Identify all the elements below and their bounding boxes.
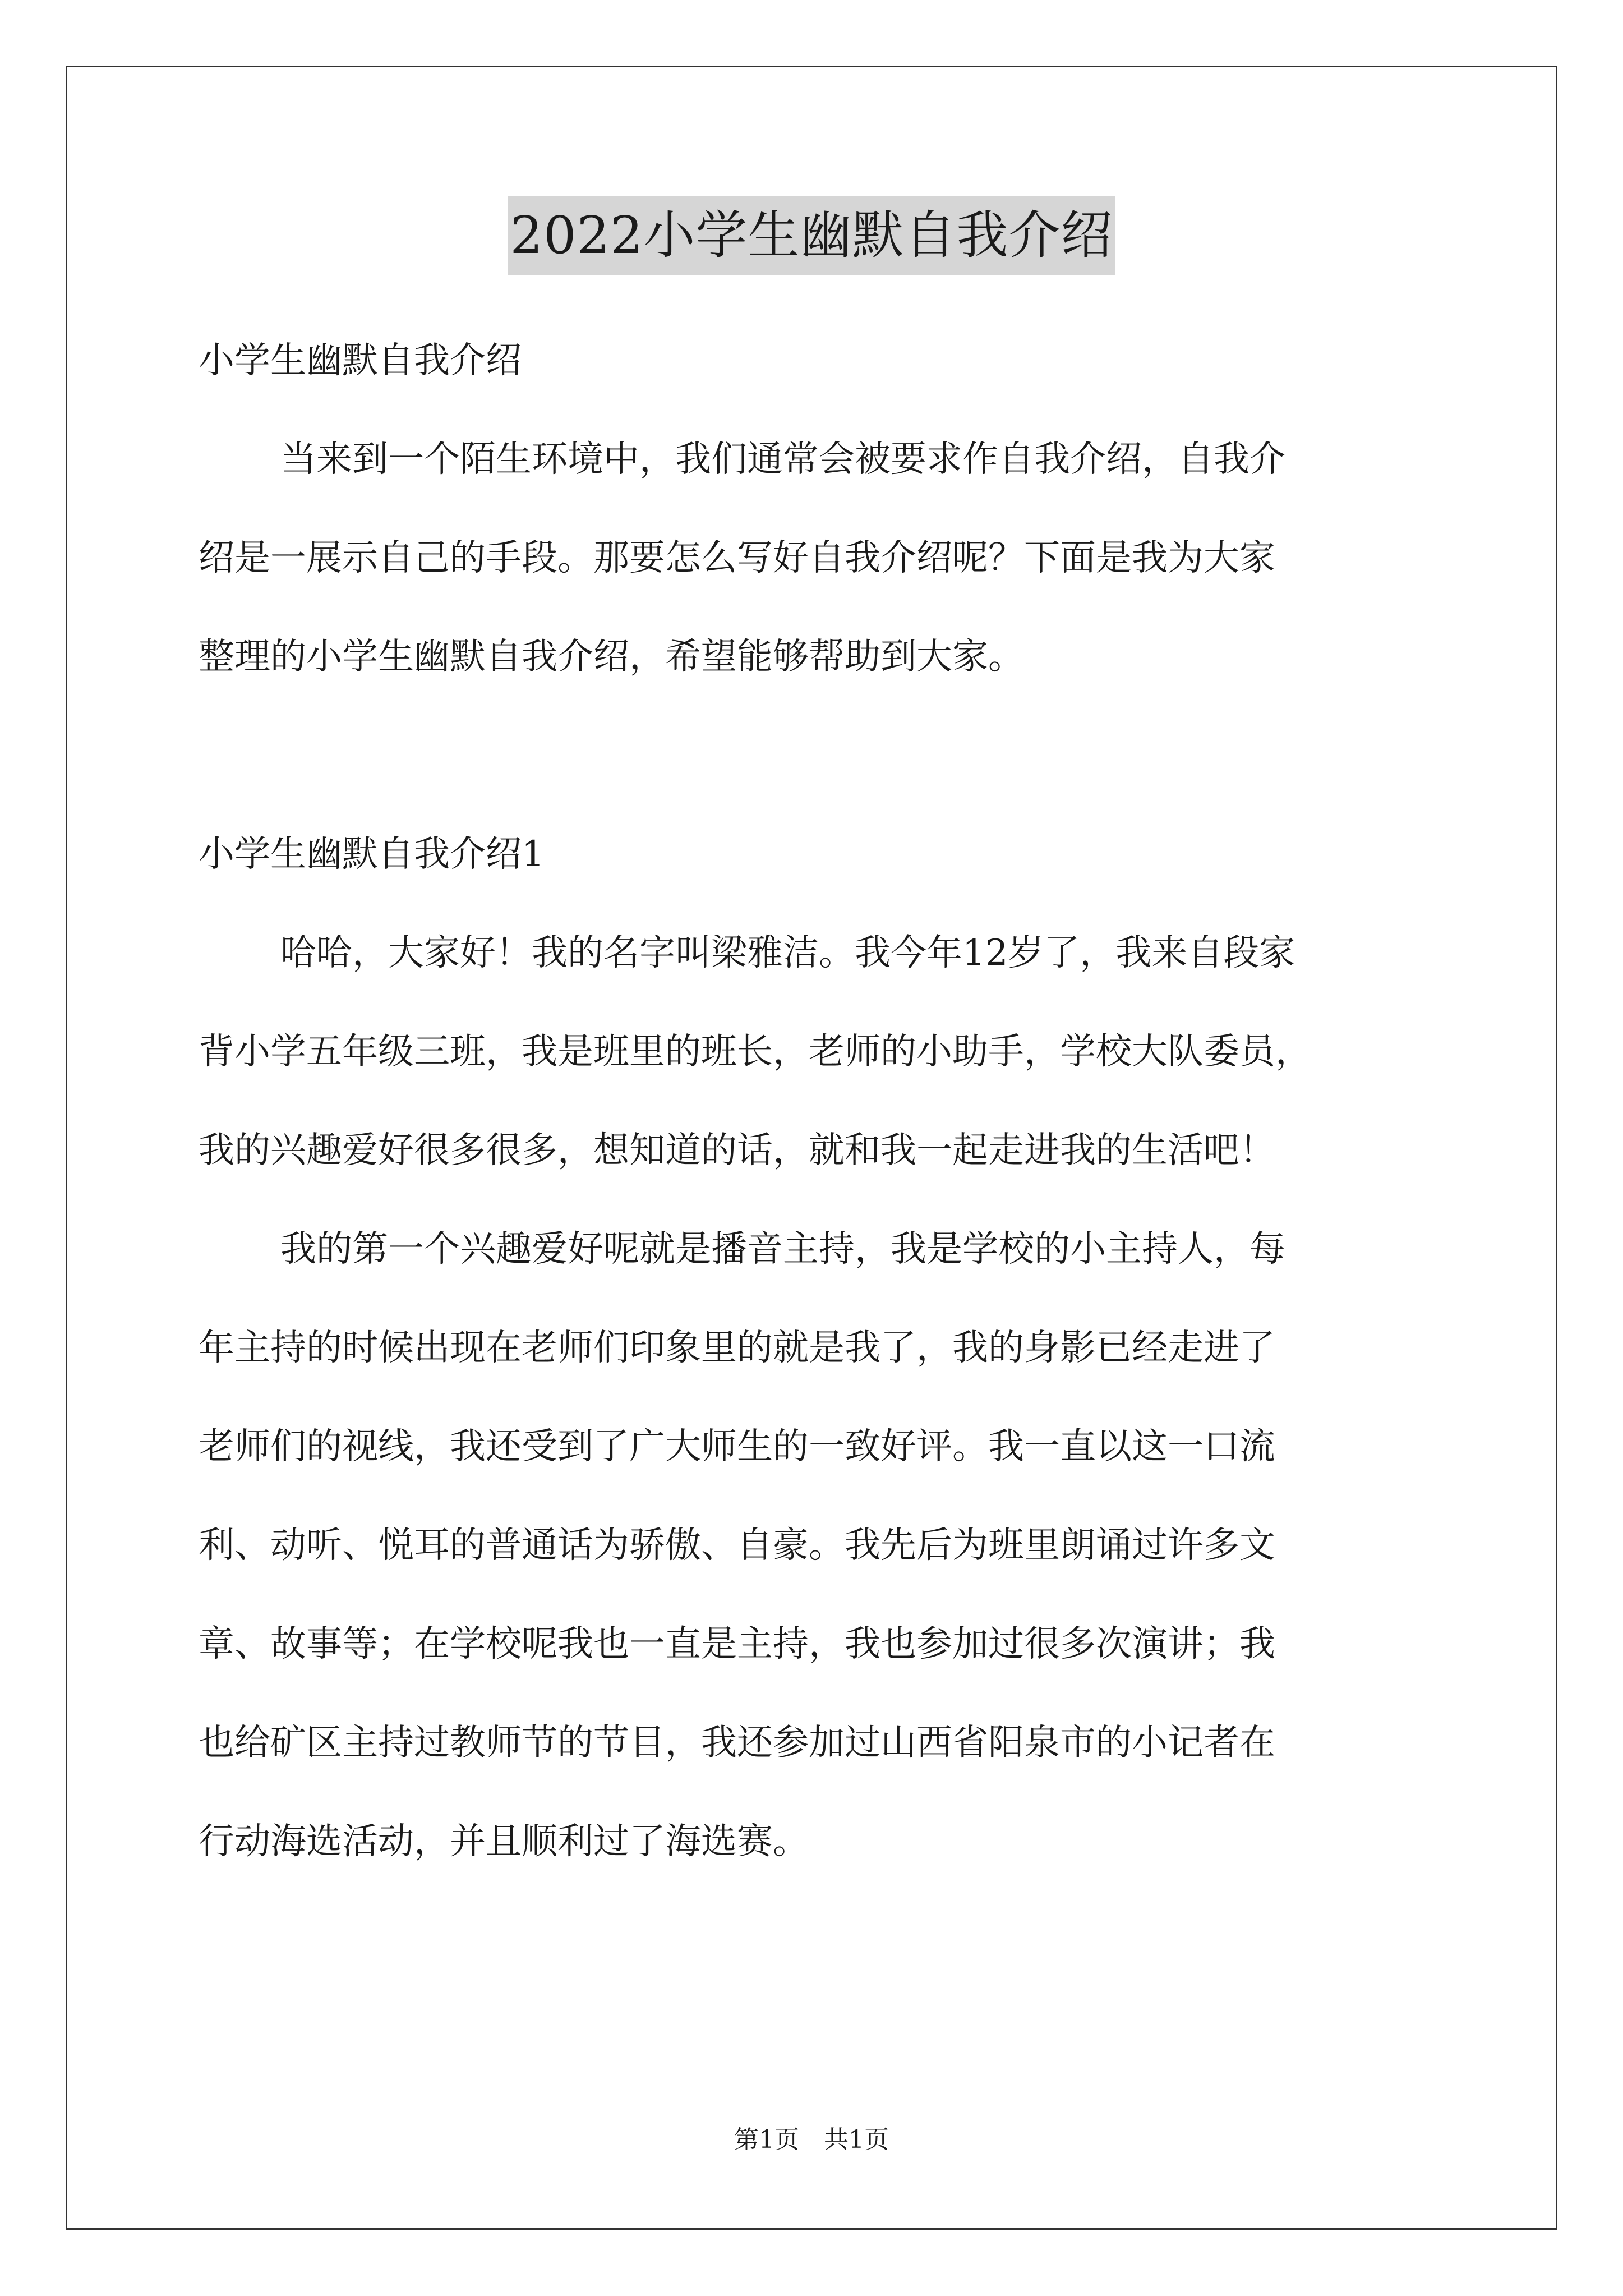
paragraph-line: 利、动听、悦耳的普通话为骄傲、自豪。我先后为班里朗诵过许多文: [199, 1525, 1275, 1566]
section-heading: 小学生幽默自我介绍1: [199, 834, 545, 875]
document-body: [199, 311, 1432, 1891]
paragraph-line: 章、故事等；在学校呢我也一直是主持，我也参加过很多次演讲；我: [199, 1623, 1275, 1665]
paragraph-line: 我的兴趣爱好很多很多，想知道的话，就和我一起走进我的生活吧！: [199, 1130, 1275, 1171]
paragraph-line: 年主持的时候出现在老师们印象里的就是我了，我的身影已经走进了: [199, 1327, 1275, 1369]
paragraph-line: 背小学五年级三班，我是班里的班长，老师的小助手，学校大队委员，: [199, 1031, 1311, 1073]
paragraph-line: 也给矿区主持过教师节的节目，我还参加过山西省阳泉市的小记者在: [199, 1722, 1275, 1764]
paragraph-line: 我的第一个兴趣爱好呢就是播音主持，我是学校的小主持人，每: [280, 1228, 1285, 1270]
paragraph-line: 行动海选活动，并且顺利过了海选赛。: [199, 1821, 809, 1862]
intro-line: 绍是一展示自己的手段。那要怎么写好自我介绍呢？下面是我为大家: [199, 537, 1275, 579]
document-title: 2022小学生幽默自我介绍: [508, 196, 1115, 275]
intro-heading: 小学生幽默自我介绍: [199, 340, 522, 381]
page-number: 第1页 共1页: [734, 2125, 889, 2154]
title-container: [0, 196, 1623, 275]
page-footer: [0, 2123, 1623, 2157]
intro-line: 整理的小学生幽默自我介绍，希望能够帮助到大家。: [199, 636, 1024, 678]
section-spacer: [199, 706, 1432, 805]
intro-line: 当来到一个陌生环境中，我们通常会被要求作自我介绍，自我介: [280, 439, 1285, 480]
paragraph-line: 老师们的视线，我还受到了广大师生的一致好评。我一直以这一口流: [199, 1426, 1275, 1467]
paragraph-line: 哈哈，大家好！我的名字叫梁雅洁。我今年12岁了，我来自段家: [280, 932, 1295, 974]
